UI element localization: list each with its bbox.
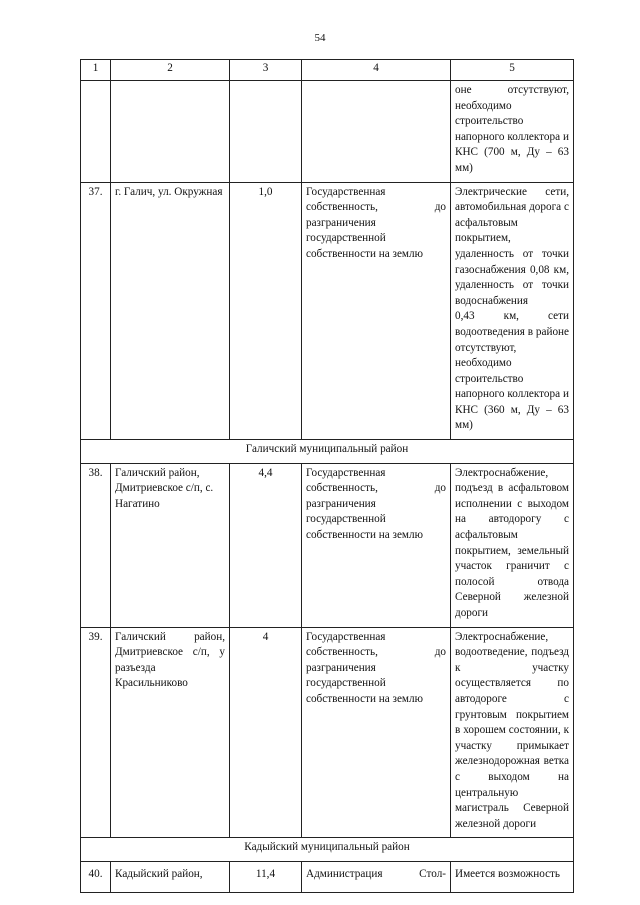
section-row <box>81 838 574 862</box>
location-cell: г. Галич, ул. Окружная <box>111 182 230 440</box>
section-row <box>81 440 574 464</box>
column-header: 2 <box>111 60 230 81</box>
section-heading: Кадыйский муниципальный район <box>81 838 574 862</box>
row-number: 39. <box>81 627 111 838</box>
empty-cell <box>230 81 302 183</box>
page-number: 54 <box>314 32 326 44</box>
infrastructure-cell: Электрические сети, автомобильная дорога с асфальтовым покрытием, удаленность от точки газоснабжения 0,08 км, удаленность от точки водоснабжения 0,43 км, сети водоотведения в районе отсутствуют, необходимо строительство напорного коллектора и КНС (360 м, Ду – 63 мм) <box>451 182 574 440</box>
land-plots-table <box>80 59 574 893</box>
row-number: 38. <box>81 463 111 627</box>
ownership-cell: Государственная собственность, до разграничения государственной собственности на землю <box>302 463 451 627</box>
table-row <box>81 627 574 838</box>
ownership-cell: Государственная собственность, до разграничения государственной собственности на землю <box>302 627 451 838</box>
infrastructure-cell: Имеется возможность <box>451 861 574 892</box>
ownership-cell: Государственная собственность, до разграничения государственной собственности на землю <box>302 182 451 440</box>
empty-cell <box>111 81 230 183</box>
table-row <box>81 861 574 892</box>
infrastructure-cell: Электроснабжение, водоотведение, подъезд к участку осуществляется по автодороге с грунтовым покрытием в хорошем состоянии, к участку примыкает железнодорожная ветка с выходом на центральную магистраль Северной железной дороги <box>451 627 574 838</box>
column-header: 3 <box>230 60 302 81</box>
area-cell: 4,4 <box>230 463 302 627</box>
table-row <box>81 463 574 627</box>
section-heading: Галичский муниципальный район <box>81 440 574 464</box>
table-row <box>81 182 574 440</box>
ownership-cell: Администрация Стол- <box>302 861 451 892</box>
empty-cell <box>81 81 111 183</box>
empty-cell <box>302 81 451 183</box>
row-number: 40. <box>81 861 111 892</box>
row-number: 37. <box>81 182 111 440</box>
area-cell: 11,4 <box>230 861 302 892</box>
continuation-row <box>81 81 574 183</box>
infrastructure-cell: Электроснабжение, подъезд в асфальтовом исполнении с выходом на автодорогу с асфальтовым покрытием, земельный участок граничит с полосой отвода Северной железной дороги <box>451 463 574 627</box>
location-cell: Галичский район, Дмитриевское с/п, у разъезда Красильниково <box>111 627 230 838</box>
area-cell: 4 <box>230 627 302 838</box>
column-number-row <box>81 60 574 81</box>
infrastructure-cell: оне отсутствуют, необходимо строительство напорного коллектора и КНС (700 м, Ду – 63 мм) <box>451 81 574 183</box>
column-header: 5 <box>451 60 574 81</box>
location-cell: Галичский район, Дмитриевское с/п, с. Нагатино <box>111 463 230 627</box>
area-cell: 1,0 <box>230 182 302 440</box>
location-cell: Кадыйский район, <box>111 861 230 892</box>
column-header: 1 <box>81 60 111 81</box>
column-header: 4 <box>302 60 451 81</box>
